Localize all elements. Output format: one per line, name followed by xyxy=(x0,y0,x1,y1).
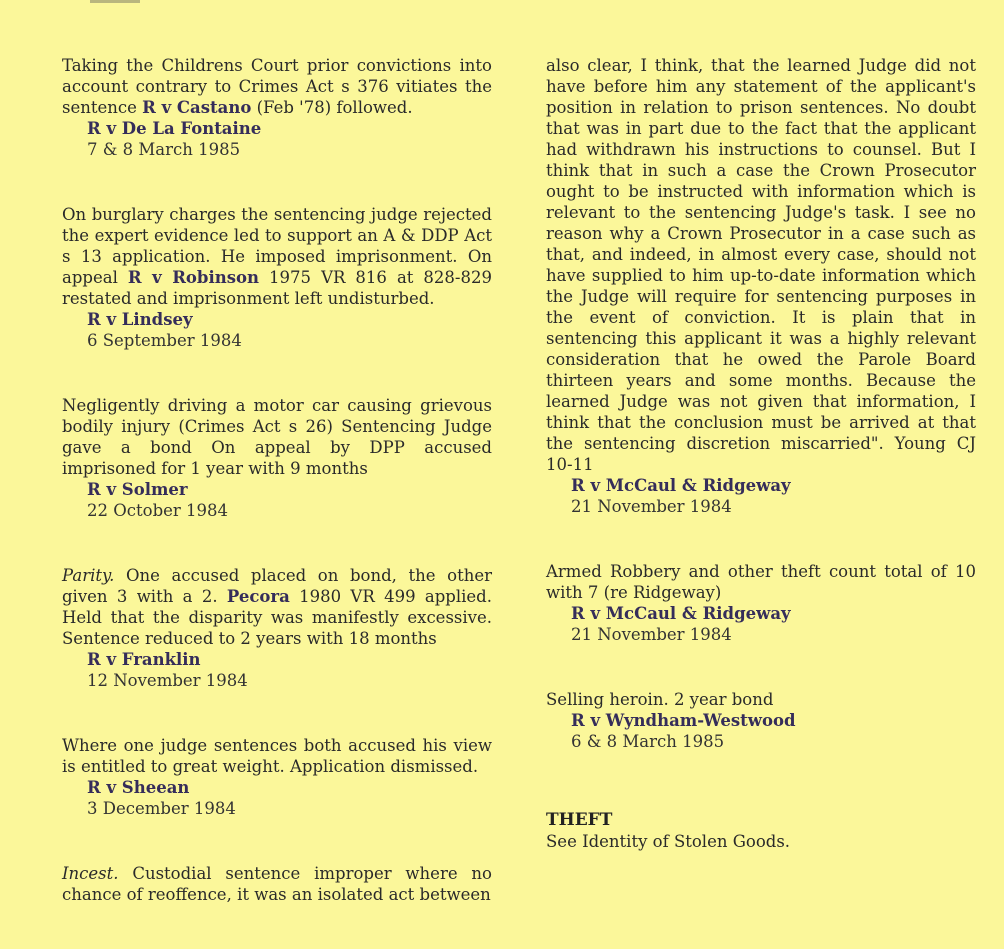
cited-case: R v Castano xyxy=(142,98,252,117)
case-date: 21 November 1984 xyxy=(571,625,732,644)
case-name: R v McCaul & Ridgeway xyxy=(571,476,791,495)
cross-reference: See Identity of Stolen Goods. xyxy=(546,832,791,851)
entry-text xyxy=(62,55,492,118)
text-run: (Feb '78) followed. xyxy=(251,98,413,117)
entry-text: Negligently driving a motor car causing grievous bodily injury (Crimes Act s 26) Sentencing Judge gave a bond On appeal by DPP accused imprisoned for 1 year with 9 months xyxy=(62,396,492,478)
text-run: 1980 VR 499 applied. Held that the disparity was manifestly excessive. Sentence reduced to 2 years with 18 months xyxy=(62,587,492,648)
left-column xyxy=(62,55,492,949)
entry-franklin xyxy=(62,565,492,691)
case-date: 7 & 8 March 1985 xyxy=(87,140,241,159)
topic-label: Incest. xyxy=(62,864,119,883)
entry-incest xyxy=(62,863,492,905)
case-name: R v Wyndham-Westwood xyxy=(571,711,796,730)
case-name: R v Franklin xyxy=(87,650,201,669)
entry-mccaul-quote xyxy=(546,55,976,517)
entry-text: Where one judge sentences both accused his view is entitled to great weight. Application dismissed. xyxy=(62,736,492,776)
entry-text: Selling heroin. 2 year bond xyxy=(546,690,774,709)
entry-text xyxy=(62,565,492,649)
entry-solmer xyxy=(62,395,492,521)
case-date: 12 November 1984 xyxy=(87,671,248,690)
entry-de-la-fontaine xyxy=(62,55,492,160)
text-run: On burglary charges the sentencing judge rejected the expert evidence led to support an A & DDP Act s 13 application. He imposed imprisonment. On appeal xyxy=(62,205,492,287)
section-theft xyxy=(546,810,976,852)
case-name: R v Solmer xyxy=(87,480,188,499)
top-scan-mark xyxy=(90,0,140,3)
entry-text xyxy=(62,863,492,905)
case-name: R v De La Fontaine xyxy=(87,119,262,138)
case-name: R v McCaul & Ridgeway xyxy=(571,604,791,623)
right-column xyxy=(546,55,976,896)
section-heading: THEFT xyxy=(546,810,613,830)
case-date: 6 September 1984 xyxy=(87,331,242,350)
case-date: 3 December 1984 xyxy=(87,799,236,818)
entry-text: Armed Robbery and other theft count total of 10 with 7 (re Ridgeway) xyxy=(546,562,976,602)
text-run: One accused placed on bond, the other given 3 with a 2. xyxy=(62,566,492,606)
case-date: 6 & 8 March 1985 xyxy=(571,732,725,751)
entry-mccaul-robbery xyxy=(546,561,976,645)
entry-wyndham-westwood xyxy=(546,689,976,752)
case-date: 21 November 1984 xyxy=(571,497,732,516)
case-name: R v Sheean xyxy=(87,778,190,797)
cited-case: Pecora xyxy=(226,587,290,606)
entry-lindsey xyxy=(62,204,492,351)
text-run: Taking the Childrens Court prior convictions into account contrary to Crimes Act s 376 vitiates the sentence xyxy=(62,56,492,117)
entry-text xyxy=(62,204,492,309)
topic-label: Parity. xyxy=(62,566,115,585)
case-date: 22 October 1984 xyxy=(87,501,229,520)
text-run: 1975 VR 816 at 828-829 restated and imprisonment left undisturbed. xyxy=(62,268,492,308)
case-name: R v Lindsey xyxy=(87,310,193,329)
cited-case: R v Robinson xyxy=(127,268,260,287)
entry-text: also clear, I think, that the learned Judge did not have before him any statement of the applicant's position in relation to prison sentences. No doubt that was in part due to the fact that the applicant had withdrawn his instructions to counsel. But I think that in such a case the Crown Prosecutor ought to be instructed with information which is relevant to the sentencing Judge's task. I see no reason why a Crown Prosecutor in a case such as that, and indeed, in almost every case, should not have supplied to him up-to-date information which the Judge will require for sentencing purposes in the event of conviction. It is plain that in sentencing this applicant it was a highly relevant consideration that he owed the Parole Board thirteen years and some months. Because the learned Judge was not given that information, I think that the conclusion must be arrived at that the sentencing discretion miscarried". Young CJ 10-11 xyxy=(546,56,976,474)
entry-sheean xyxy=(62,735,492,819)
text-run: Custodial sentence improper where no chance of reoffence, it was an isolated act between xyxy=(62,864,492,904)
